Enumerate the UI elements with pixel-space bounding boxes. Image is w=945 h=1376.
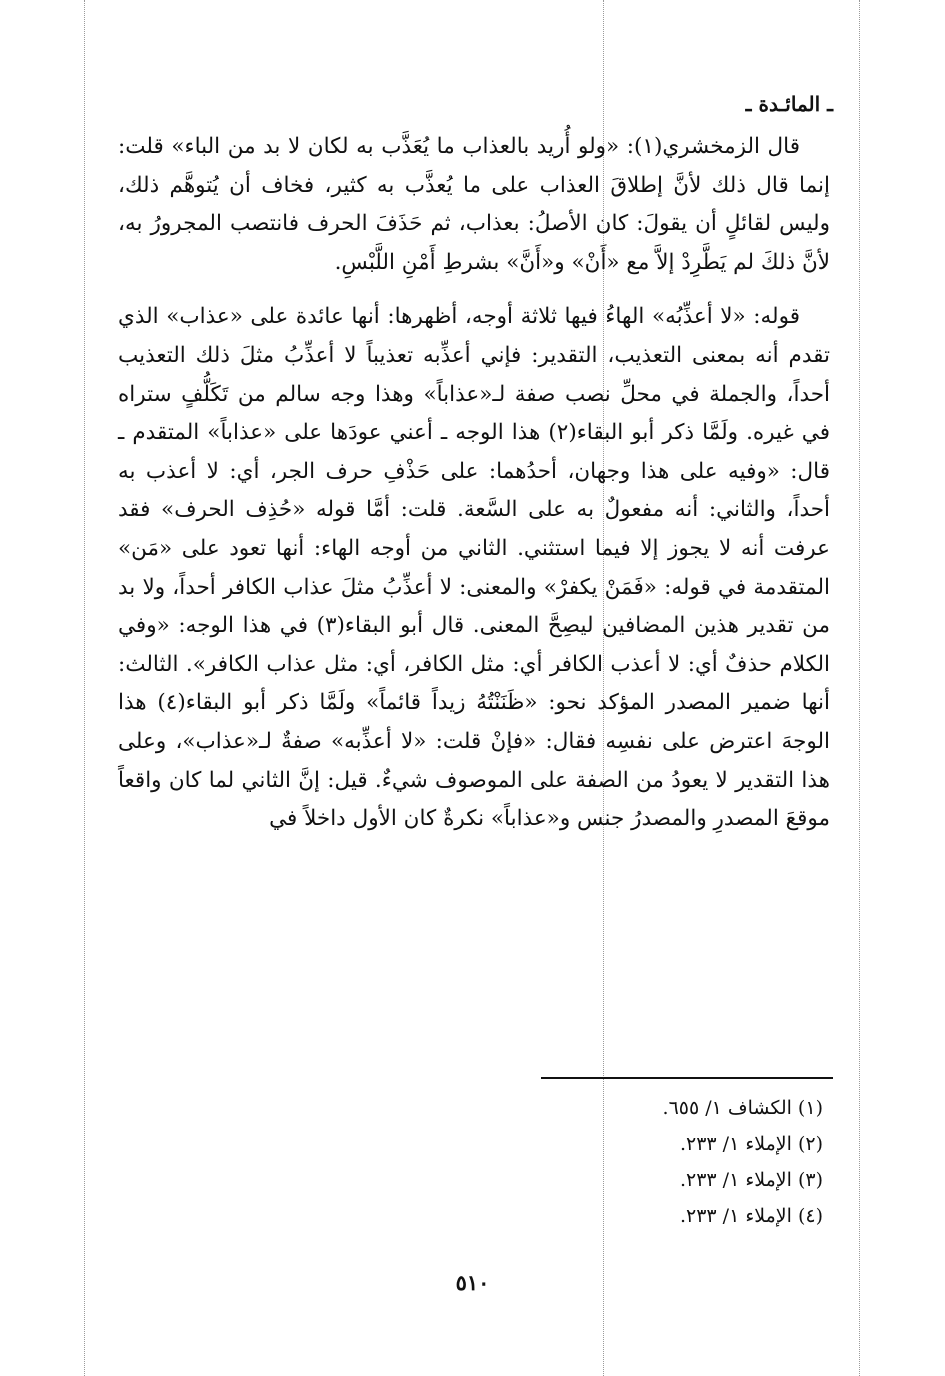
main-text bbox=[118, 128, 830, 839]
paragraph: قال الزمخشري(١): «ولو أُريد بالعذاب ما يُعَذَّب به لكان لا بد من الباء» قلت: إنما قال ذلك لأنَّ إطلاقَ العذاب على ما يُعذَّب به كثير، فخاف أن يُتوهَّم ذلك، وليس لقائلٍ أن يقولَ: كان الأصلُ: بعذاب، ثم حَذَفَ الحرف فانتصب المجرورُ به، لأنَّ ذلكَ لم يَطَّرِدْ إلاَّ مع «أَنْ» و«أَنَّ» بشرطِ أَمْنِ اللَّبْسِ. bbox=[118, 134, 830, 275]
right-margin-dotted-line bbox=[859, 0, 860, 1376]
footnote-separator bbox=[541, 1077, 833, 1079]
page-number: ٥١٠ bbox=[455, 1270, 490, 1295]
footnote-item: (٤) الإملاء ١/ ٢٣٣. bbox=[679, 1205, 823, 1227]
footnote-item: (١) الكشاف ١/ ٦٥٥. bbox=[662, 1097, 823, 1119]
footnote-item: (٣) الإملاء ١/ ٢٣٣. bbox=[679, 1169, 823, 1191]
left-margin-dotted-line bbox=[84, 0, 85, 1376]
paragraph: قوله: «لا أعذِّبُه» الهاءُ فيها ثلاثة أوجه، أظهرها: أنها عائدة على «عذاب» الذي تقدم أنه بمعنى التعذيب، التقدير: فإني أعذِّبه تعذيباً لا أعذِّبُ مثلَ ذلك التعذيب أحداً، والجملة في محلِّ نصب صفة لـ«عذاباً» وهذا وجه سالم من تَكَلُّفٍ ستراه في غيره. ولَمَّا ذكر أبو البقاء(٢) هذا الوجه ـ أعني عودَها على «عذاباً» المتقدم ـ قال: «وفيه على هذا وجهان، أحدُهما: على حَذْفِ حرف الجر، أي: لا أعذب به أحداً، والثاني: أنه مفعولٌ به على السَّعة. قلت: أمَّا قوله «حُذِف الحرف» فقد عرفت أنه لا يجوز إلا فيما استثني. الثاني من أوجه الهاء: أنها تعود على «مَن» المتقدمة في قوله: «فَمَنْ يكفرْ» والمعنى: لا أعذِّبُ مثلَ عذاب الكافر أحداً، ولا بد من تقدير هذين المضافين ليصِحَّ المعنى. قال أبو البقاء(٣) في هذا الوجه: «وفي الكلام حذفٌ أي: لا أعذب الكافر أي: مثل الكافر، أي: مثل عذاب الكافر». الثالث: أنها ضمير المصدر المؤكد نحو: «ظَنَنْتُهُ زيداً قائماً» ولَمَّا ذكر أبو البقاء(٤) هذا الوجهَ اعترض على نفسِه فقال: «فإنْ قلت: «لا أعذِّبه» صفةٌ لـ«عذاب»، وعلى هذا التقدير لا يعودُ من الصفة على الموصوف شيءٌ. قيل: إنَّ الثاني لما كان واقعاً موقعَ المصدرِ والمصدرُ جنس و«عذاباً» نكرةٌ كان الأول داخلاً في bbox=[118, 304, 831, 832]
footnotes bbox=[323, 1090, 823, 1234]
footnote-item: (٢) الإملاء ١/ ٢٣٣. bbox=[679, 1133, 823, 1155]
running-header: ـ المائـدة ـ bbox=[745, 92, 833, 116]
